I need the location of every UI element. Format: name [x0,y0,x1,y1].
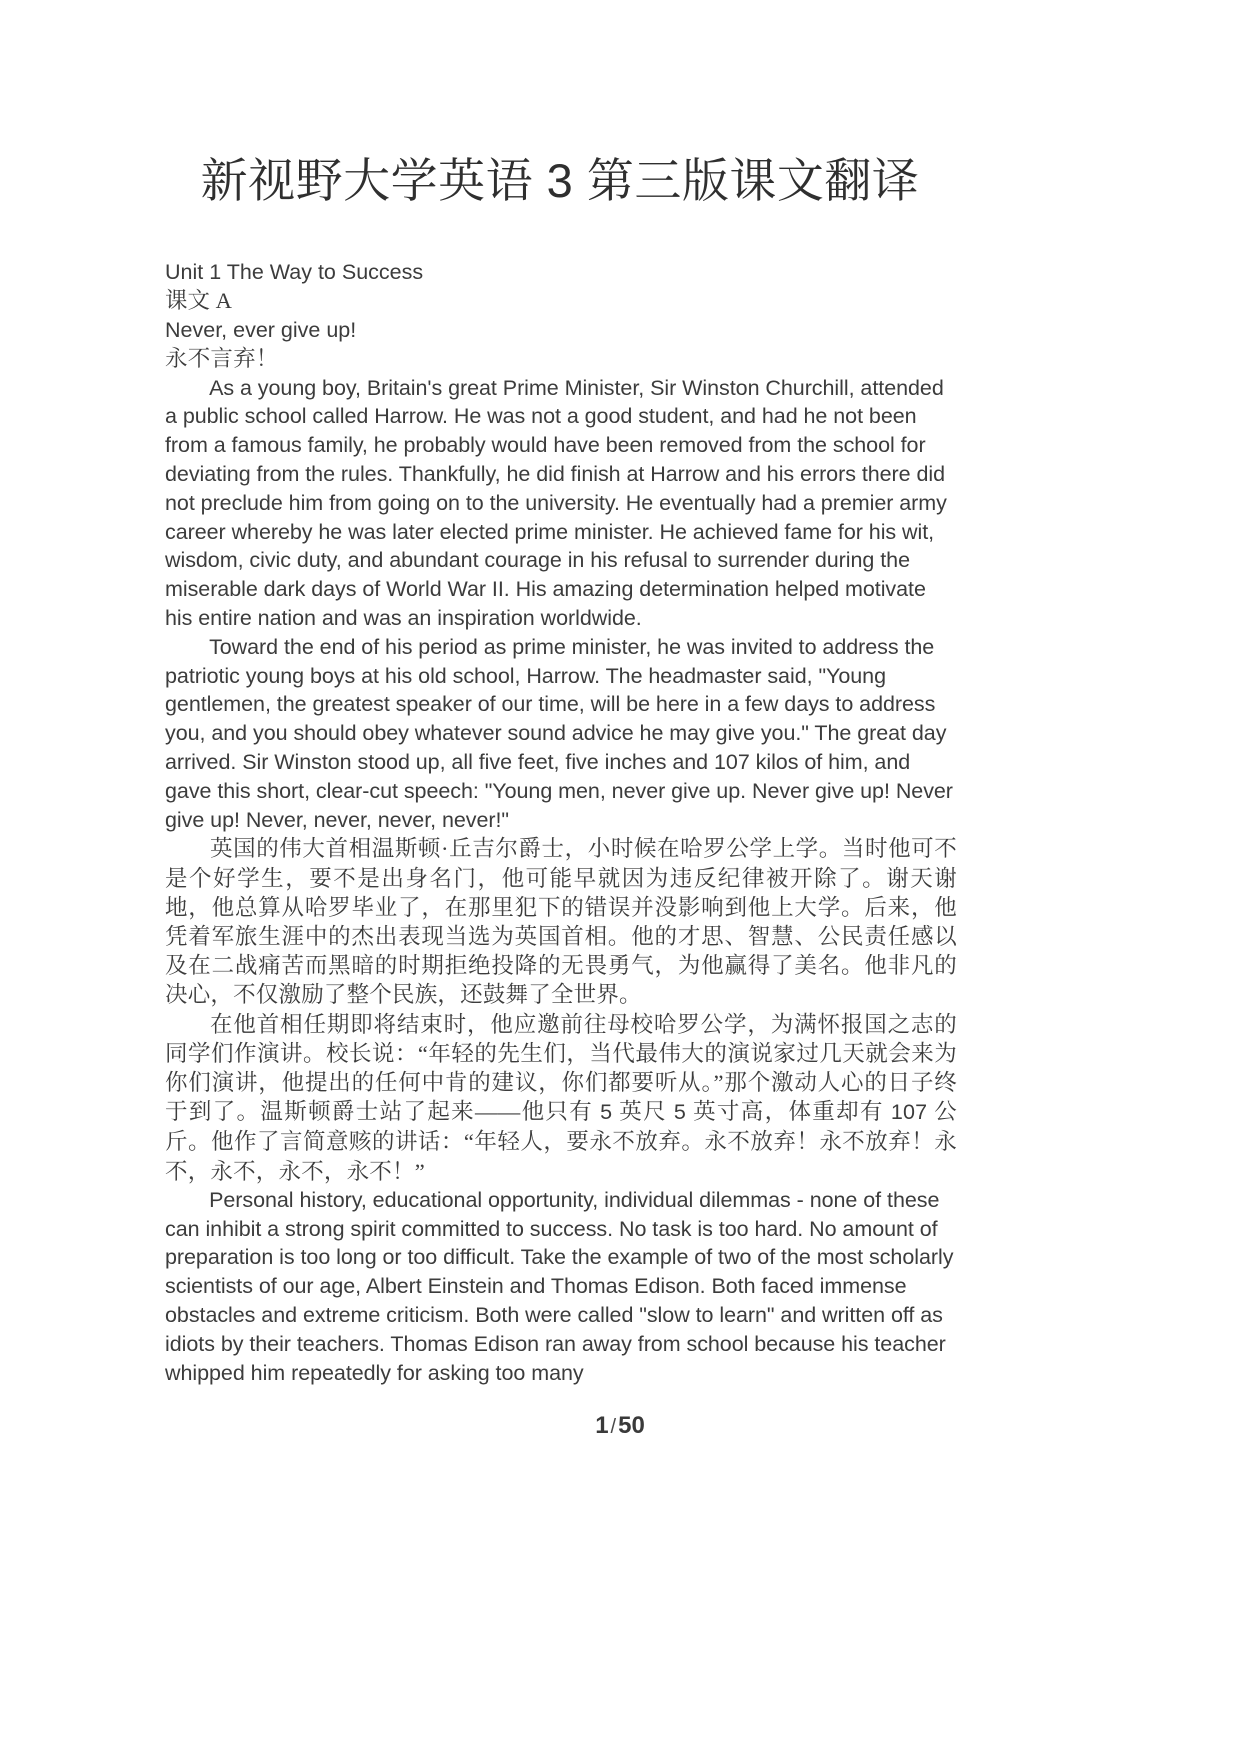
measure-weight-value: 107 [890,1100,928,1125]
measure-feet-value: 5 [600,1100,613,1125]
paragraph-cn-2 [165,1010,957,1186]
paragraph-cn-2-part-1: 在他首相任期即将结束时，他应邀前往母校哈罗公学，为满怀报国之志的同学们作演讲。校长说：“年轻的先生们，当代最伟大的演说家过几天就会来为你们演讲，他提出的任何中肯的建议，你们都要听从。”那个激动人心的日子终于到了。温斯顿爵士站了起来——他只有 [165,1011,957,1125]
paragraph-cn-2-part-4: 公斤。他作了言简意赅的讲话：“年轻人，要永不放弃。永不放弃！永不放弃！永不，永不，永不，永不！” [165,1099,957,1184]
unit-heading: Unit 1 The Way to Success [165,260,424,284]
paragraph-cn-2-part-2: 英尺 [612,1099,674,1125]
text-label-value: 课文 A [165,287,232,313]
footer-separator: / [610,1416,617,1438]
paragraph-en-1: As a young boy, Britain's great Prime Minister, Sir Winston Churchill, attended a public school called Harrow. He was not a good student, and had he not been from a famous family, he probably would have been removed from the school for deviating from the rules. Thankfully, he did finish at Harrow and his errors there did not preclude him from going on to the university. He eventually had a premier army career whereby he was later elected prime minister. He achieved fame for his wit, wisdom, civic duty, and abundant courage in his refusal to surrender during the miserable dark days of World War II. His amazing determination helped motivate his entire nation and was an inspiration worldwide. [165,375,947,630]
measure-inches-value: 5 [673,1100,687,1125]
text-label [165,287,957,316]
page-title: 新视野大学英语 3 第三版课文翻译 [200,154,920,207]
page-footer [0,1412,1240,1440]
footer-total-pages: 50 [618,1412,645,1439]
paragraph-en-2: Toward the end of his period as prime minister, he was invited to address the patriotic young boys at his old school, Harrow. The headmaster said, "Young gentlemen, the greatest speaker of our time, will be here in a few days to address you, and you should obey whatever sound advice he may give you." The great day arrived. Sir Winston stood up, all five feet, five inches and 107 kilos of him, and gave this short, clear-cut speech: "Young men, never give up. Never give up! Never give up! Never, never, never, never!" [165,634,953,832]
document-body [165,258,957,1387]
paragraph-cn-2-part-3: 英寸高，体重却有 [686,1099,891,1125]
paragraph-cn-1: 英国的伟大首相温斯顿·丘吉尔爵士，小时候在哈罗公学上学。当时他可不是个好学生，要不是出身名门，他可能早就因为违反纪律被开除了。谢天谢地，他总算从哈罗毕业了，在那里犯下的错误并没影响到他上大学。后来，他凭着军旅生涯中的杰出表现当选为英国首相。他的才思、智慧、公民责任感以及在二战痛苦而黑暗的时期拒绝投降的无畏勇气，为他赢得了美名。他非凡的决心，不仅激励了整个民族，还鼓舞了全世界。 [165,836,957,1008]
footer-current-page: 1 [595,1412,609,1439]
article-title-cn: 永不言弃！ [165,346,279,372]
article-title-en: Never, ever give up! [165,317,357,342]
paragraph-en-3: Personal history, educational opportunity, individual dilemmas - none of these can inhibit a strong spirit committed to success. No task is too hard. No amount of preparation is too long or too difficult. Take the example of two of the most scholarly scientists of our age, Albert Einstein and Thomas Edison. Both faced immense obstacles and extreme criticism. Both were called "slow to learn" and written off as idiots by their teachers. Thomas Edison ran away from school because his teacher whipped him repeatedly for asking too many [165,1187,954,1385]
